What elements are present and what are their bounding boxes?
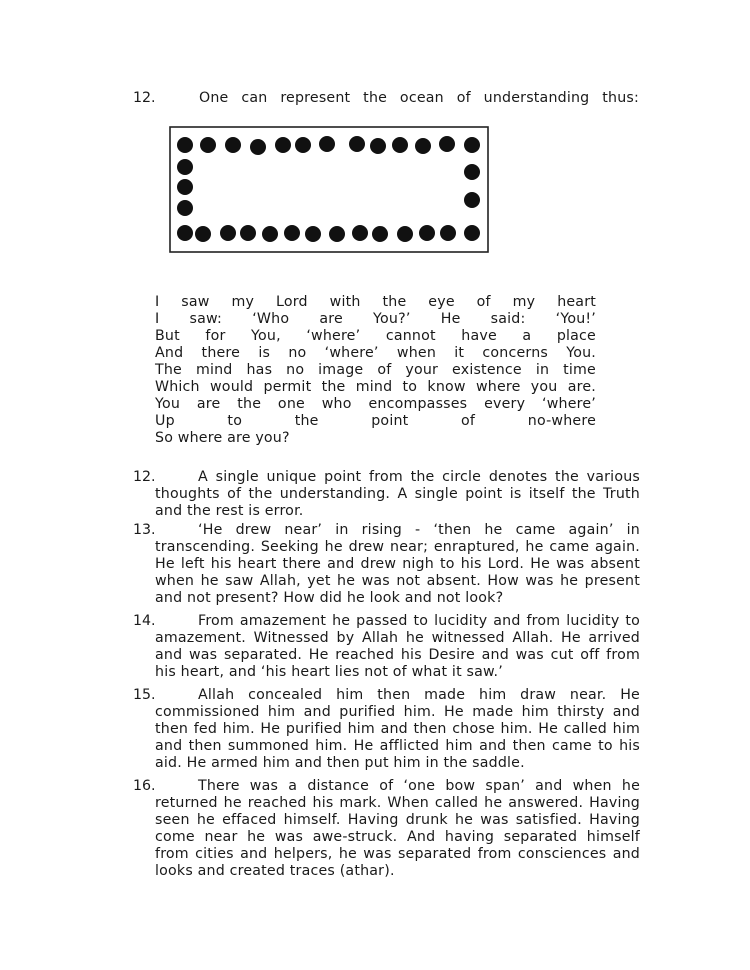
dot <box>464 192 480 208</box>
dot <box>392 137 408 153</box>
dot <box>177 200 193 216</box>
dot <box>177 179 193 195</box>
dot <box>240 225 256 241</box>
dot <box>329 226 345 242</box>
dot <box>295 137 311 153</box>
dot <box>262 226 278 242</box>
paragraph-number: 12. <box>133 90 156 106</box>
paragraph-line: and the rest is error. <box>155 503 304 519</box>
dot <box>225 137 241 153</box>
dot <box>305 226 321 242</box>
dot <box>440 225 456 241</box>
poem-line: So where are you? <box>155 430 290 446</box>
poem-line: I saw my Lord with the eye of my heart <box>155 294 596 310</box>
paragraph-line: his heart, and ‘his heart lies not of what it saw.’ <box>155 664 503 680</box>
dot <box>177 225 193 241</box>
dot <box>177 137 193 153</box>
paragraph-line: and not present? How did he look and not look? <box>155 590 504 606</box>
poem-line: You are the one who encompasses every ‘where’ <box>155 396 596 412</box>
paragraph-line: returned he reached his mark. When called he answered. Having <box>155 795 640 811</box>
dot <box>284 225 300 241</box>
dot <box>372 226 388 242</box>
paragraph-line: when he saw Allah, yet he was not absent. How was he present <box>155 573 640 589</box>
dot <box>464 137 480 153</box>
paragraph-number: 15. <box>133 687 156 703</box>
poem-line: Which would permit the mind to know where you are. <box>155 379 596 395</box>
paragraph-line: and was separated. He reached his Desire and was cut off from <box>155 647 640 663</box>
dot <box>370 138 386 154</box>
dot <box>397 226 413 242</box>
paragraph-line: and then summoned him. He afflicted him and then came to his <box>155 738 640 754</box>
dot <box>439 136 455 152</box>
paragraph-line: Allah concealed him then made him draw near. He <box>198 687 640 703</box>
poem-line: But for You, ‘where’ cannot have a place <box>155 328 596 344</box>
paragraph-line: looks and created traces (athar). <box>155 863 395 879</box>
paragraph-number: 14. <box>133 613 156 629</box>
poem-line: The mind has no image of your existence in time <box>155 362 596 378</box>
paragraph-line: From amazement he passed to lucidity and from lucidity to <box>198 613 640 629</box>
paragraph-number: 16. <box>133 778 156 794</box>
poem-line: I saw: ‘Who are You?’ He said: ‘You!’ <box>155 311 596 327</box>
paragraph-number: 12. <box>133 469 156 485</box>
paragraph-line: come near he was awe-struck. And having separated himself <box>155 829 640 845</box>
paragraph-line: He left his heart there and drew nigh to his Lord. He was absent <box>155 556 640 572</box>
paragraph-line: A single unique point from the circle denotes the various <box>198 469 640 485</box>
dot <box>464 164 480 180</box>
paragraph-line: transcending. Seeking he drew near; enraptured, he came again. <box>155 539 640 555</box>
dotted-box-diagram <box>168 126 488 253</box>
dot <box>319 136 335 152</box>
paragraph-line: thoughts of the understanding. A single point is itself the Truth <box>155 486 640 502</box>
paragraph-line: There was a distance of ‘one bow span’ and when he <box>198 778 640 794</box>
dot <box>352 225 368 241</box>
poem-line: And there is no ‘where’ when it concerns You. <box>155 345 596 361</box>
paragraph-line: from cities and helpers, he was separated from consciences and <box>155 846 640 862</box>
dot <box>349 136 365 152</box>
paragraph-line: aid. He armed him and then put him in the saddle. <box>155 755 525 771</box>
dot <box>464 225 480 241</box>
dot <box>177 159 193 175</box>
paragraph-line: seen he effaced himself. Having drunk he was satisfied. Having <box>155 812 640 828</box>
dot <box>275 137 291 153</box>
dot <box>220 225 236 241</box>
paragraph-line: commissioned him and purified him. He made him thirsty and <box>155 704 640 720</box>
dot <box>419 225 435 241</box>
paragraph-line: then fed him. He purified him and then chose him. He called him <box>155 721 640 737</box>
dot <box>200 137 216 153</box>
dotted-circle-figure <box>168 126 498 261</box>
paragraph-line: amazement. Witnessed by Allah he witnessed Allah. He arrived <box>155 630 640 646</box>
poem-line: Up to the point of no-where <box>155 413 596 429</box>
paragraph-number: 13. <box>133 522 156 538</box>
dot <box>415 138 431 154</box>
dot <box>250 139 266 155</box>
dot <box>195 226 211 242</box>
intro-text: One can represent the ocean of understanding thus: <box>199 90 639 106</box>
paragraph-line: ‘He drew near’ in rising - ‘then he came again’ in <box>198 522 640 538</box>
